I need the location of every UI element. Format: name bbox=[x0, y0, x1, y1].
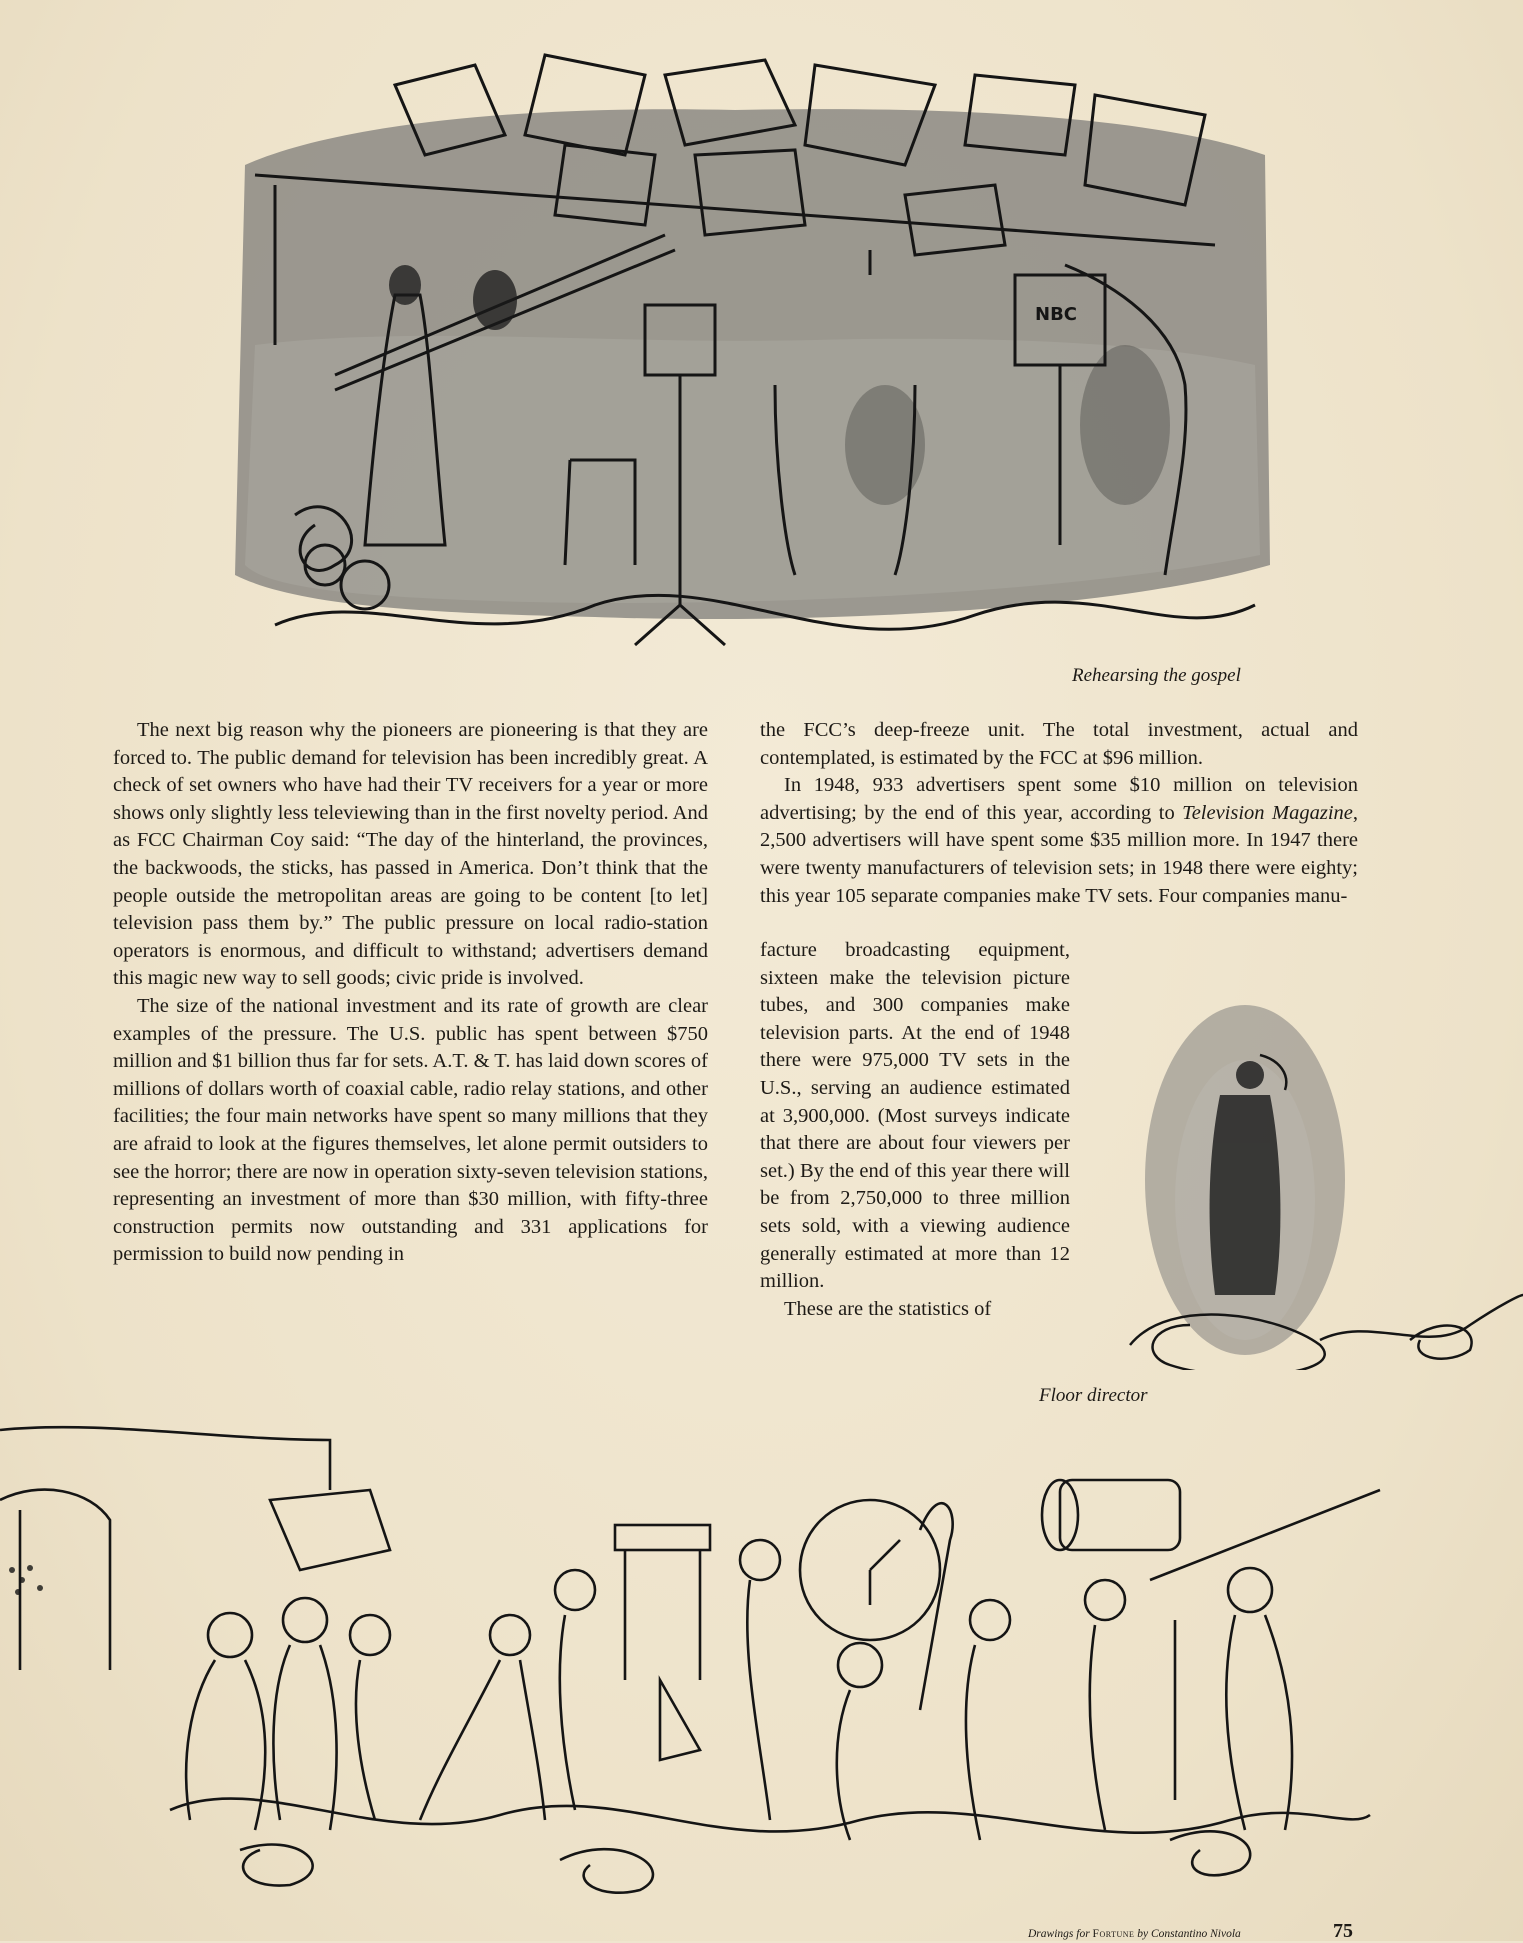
camera-label: NBC bbox=[1035, 304, 1077, 325]
right-paragraph-2-end: , 2,500 advertisers will have spent some $35 million more. In 1947 there were twenty manufacturers of television sets; in 1948 there were eighty; this year 105 separate companies make TV sets. Four companies manu- bbox=[760, 801, 1358, 907]
right-paragraph-2 bbox=[760, 772, 1358, 910]
right-column-narrow bbox=[760, 937, 1070, 1323]
illustration-rehearsing-gospel bbox=[215, 45, 1290, 665]
right-paragraph-continued: the FCC’s deep-freeze unit. The total investment, actual and contemplated, is estimated by the FCC at $96 million. bbox=[760, 719, 1358, 769]
right-narrow-last: These are the statistics of bbox=[784, 1297, 992, 1320]
illustration-floor-director bbox=[1110, 995, 1523, 1370]
right-paragraph-2-start: In 1948, 933 advertisers spent some $10 million on television advertising; by the end of this year, according to bbox=[760, 774, 1358, 824]
illustration-studio-procession bbox=[0, 1420, 1523, 1920]
credit-prefix: Drawings for bbox=[1028, 1928, 1093, 1940]
right-narrow-text: facture broadcasting equipment, sixteen make the television picture tubes, and 300 companies make television parts. At the end of 1948 there were 975,000 TV sets in the U.S., serving an audience estimated at 3,900,000. (Most surveys indicate that there are about four viewers per set.) By the end of this year there will be from 2,750,000 to three million sets sold, with a viewing audience generally estimated at more than 12 million. bbox=[760, 939, 1070, 1293]
caption-top: Rehearsing the gospel bbox=[1072, 665, 1241, 686]
magazine-title: Television Magazine bbox=[1182, 801, 1353, 824]
illustration-credit bbox=[1028, 1928, 1241, 1940]
left-paragraph-1: The next big reason why the pioneers are pioneering is that they are forced to. The public demand for television has been incredibly great. A check of set owners who have had their TV receivers for a year or more shows only slightly less televiewing than in the first novelty period. And as FCC Chairman Coy said: “The day of the hinterland, the provinces, the backwoods, the sticks, has passed in America. Don’t think that the people outside the metropolitan areas are going to be content [to let] television pass them by.” The public pressure on local radio-station operators is enormous, and difficult to withstand; advertisers demand this magic new way to sell goods; civic pride is involved. bbox=[113, 719, 708, 990]
caption-floor-director: Floor director bbox=[1039, 1385, 1148, 1406]
left-column bbox=[113, 717, 708, 1269]
left-paragraph-2: The size of the national investment and its rate of growth are clear examples of the pressure. The U.S. public has spent between $750 million and $1 billion thus far for sets. A.T. & T. has laid down scores of millions of dollars worth of coaxial cable, radio relay stations, and other facilities; the four main networks have spent so many millions that they are afraid to look at the figures themselves, let alone permit outsiders to see the horror; there are now in operation sixty-seven television stations, representing an investment of more than $30 million, with fifty-three construction permits now outstanding and 331 applications for permission to build now pending in bbox=[113, 994, 708, 1266]
credit-suffix: by Constantino Nivola bbox=[1134, 1928, 1241, 1940]
credit-magazine: Fortune bbox=[1092, 1928, 1135, 1940]
right-column-upper bbox=[760, 717, 1358, 910]
page-number: 75 bbox=[1333, 1920, 1353, 1942]
